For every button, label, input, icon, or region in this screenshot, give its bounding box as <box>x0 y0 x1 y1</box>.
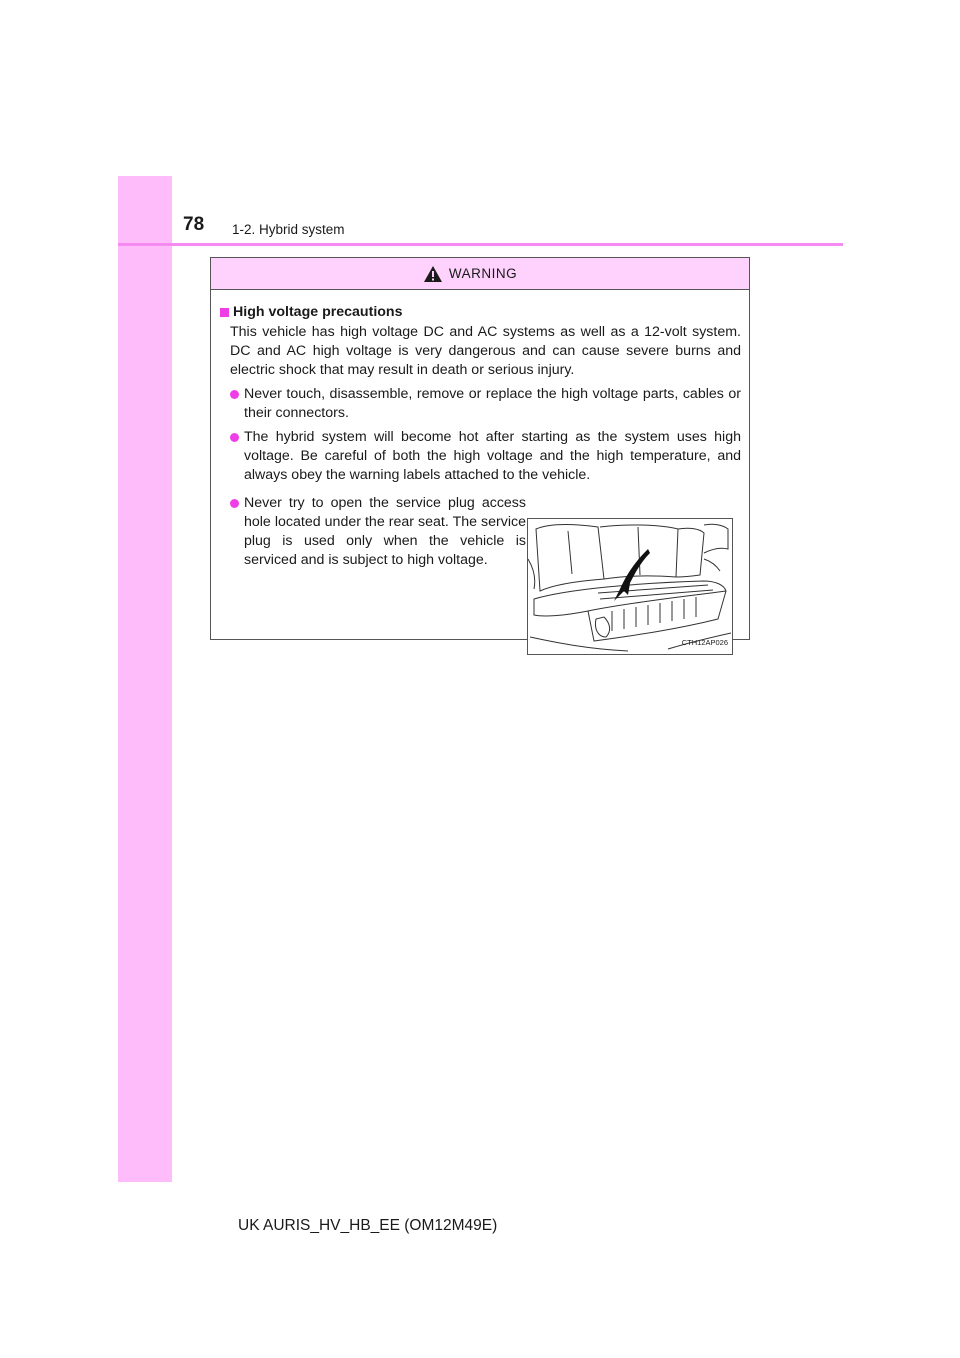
warning-header <box>211 258 749 290</box>
round-bullet-icon <box>230 390 239 399</box>
warning-box <box>210 257 750 647</box>
warning-intro: This vehicle has high voltage DC and AC systems as well as a 12-volt system. DC and AC high voltage is very dangerous and can cause severe burns and electric shock that may result in death or serious injury. <box>230 324 741 378</box>
round-bullet-icon <box>230 499 239 508</box>
round-bullet-icon <box>230 433 239 442</box>
figure-code: CTH12AP026 <box>681 638 728 647</box>
bullet-text: The hybrid system will become hot after starting as the system uses high voltage. Be careful of both the high voltage and the high temperature, and always obey the warning labels attached to the vehicle. <box>244 429 741 483</box>
square-bullet-icon <box>220 308 229 317</box>
bullet-item <box>230 428 741 485</box>
warning-title: WARNING <box>448 266 518 281</box>
warning-content <box>211 290 749 647</box>
warning-heading <box>220 303 741 322</box>
warning-triangle-icon <box>423 265 443 283</box>
bullet-item <box>230 494 526 570</box>
bullet-item <box>230 385 741 423</box>
header-rule <box>118 243 843 246</box>
bullet-text: Never touch, disassemble, remove or replace the high voltage parts, cables or their connectors. <box>244 386 741 421</box>
side-tab-band <box>118 176 172 1182</box>
section-title: 1-2. Hybrid system <box>232 222 345 237</box>
rear-seat-illustration <box>527 518 733 655</box>
footer-model-code: UK AURIS_HV_HB_EE (OM12M49E) <box>238 1217 498 1234</box>
warning-heading-text: High voltage precautions <box>233 304 403 320</box>
bullet-text: Never try to open the service plug access hole located under the rear seat. The service plug is used only when the vehicle is serviced and is subject to high voltage. <box>244 495 526 568</box>
page-number: 78 <box>183 214 205 235</box>
